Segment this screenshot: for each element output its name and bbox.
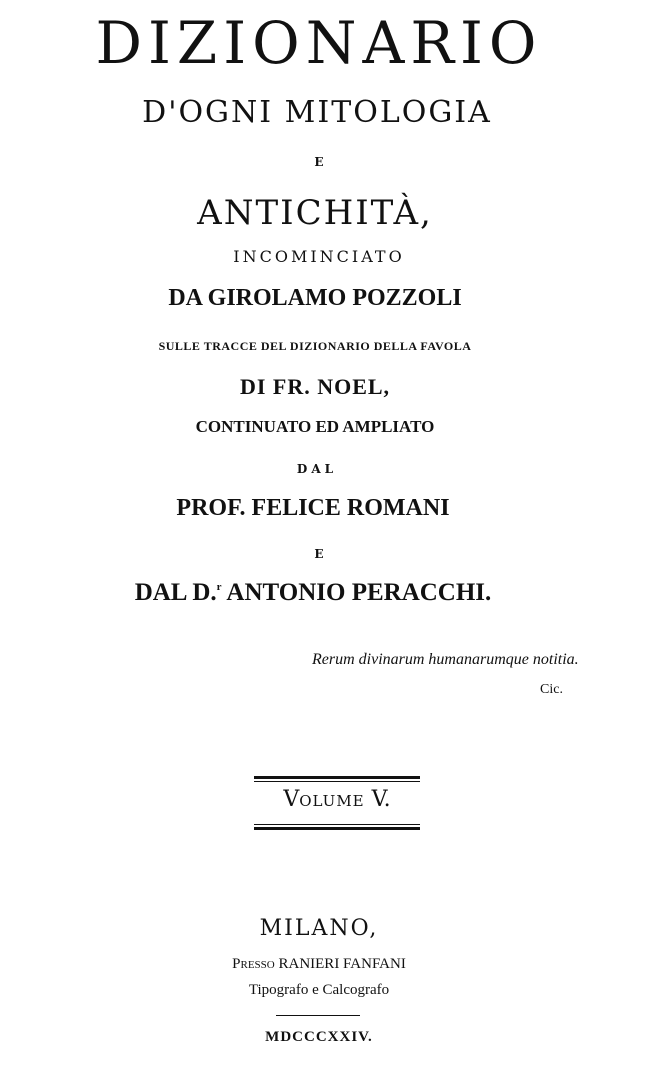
- author-peracchi-name: ANTONIO PERACCHI.: [221, 579, 492, 606]
- volume-rest: OLUME: [299, 792, 365, 810]
- subject-line: ANTICHITÀ,: [197, 193, 433, 233]
- author-pozzoli: DA GIROLAMO POZZOLI: [168, 285, 462, 311]
- imprint-year: MDCCCXXIV.: [265, 1029, 373, 1045]
- source-note: SULLE TRACCE DEL DIZIONARIO DELLA FAVOLA: [158, 339, 472, 353]
- imprint-trade: Tipografo e Calcografo: [248, 982, 390, 998]
- author-peracchi: [0, 580, 642, 605]
- presso-initial: P: [232, 956, 241, 972]
- volume-rule-bottom-thick: [254, 827, 420, 830]
- volume-rule-bottom-thin: [254, 824, 420, 825]
- volume-initial: V: [283, 787, 300, 812]
- imprint-printer: [0, 957, 648, 972]
- begun-line: INCOMINCIATO: [233, 247, 405, 266]
- author-romani: PROF. FELICE ROMANI: [176, 495, 450, 521]
- presso-rest: RESSO: [240, 959, 275, 971]
- continued-line: CONTINUATO ED AMPLIATO: [195, 417, 435, 436]
- imprint-rule: [276, 1015, 360, 1016]
- epigraph-text: Rerum divinarum humanarumque notitia.: [312, 651, 579, 668]
- imprint-city: MILANO,: [259, 916, 379, 941]
- volume-label: [254, 789, 420, 811]
- volume-rule-top-thin: [254, 781, 420, 782]
- author-peracchi-sup: r: [216, 581, 222, 593]
- conjunction-2: E: [314, 547, 324, 561]
- source-author: DI FR. NOEL,: [239, 374, 391, 399]
- conjunction-1: E: [314, 155, 324, 169]
- printer-name: RANIERI FANFANI: [274, 956, 406, 972]
- book-subtitle: D'OGNI MITOLOGIA: [142, 95, 492, 130]
- volume-number: V.: [364, 787, 391, 812]
- by-line: DAL: [296, 462, 338, 476]
- book-title: DIZIONARIO: [95, 9, 543, 77]
- epigraph-source: Cic.: [540, 682, 563, 697]
- volume-rule-top-thick: [254, 776, 420, 779]
- author-peracchi-prefix: DAL D.: [134, 579, 217, 606]
